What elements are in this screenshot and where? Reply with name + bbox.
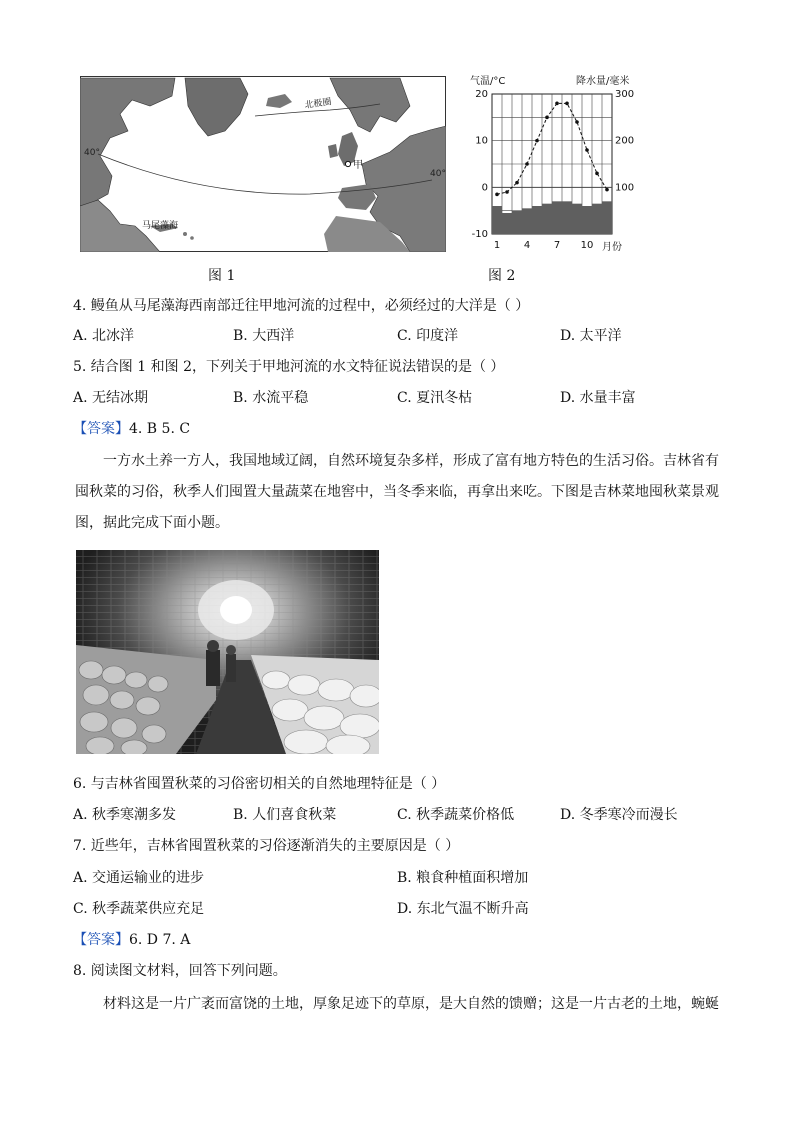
question-7-option-c: C. 秋季蔬菜供应充足	[73, 901, 205, 917]
chart-left-tick: 20	[475, 89, 488, 100]
cabbage-cellar-photo	[76, 550, 379, 754]
temperature-point	[605, 188, 609, 192]
passage-line-1: 一方水土养一方人，我国地域辽阔，自然环境复杂多样，形成了富有地方特色的生活习俗。吉林省有	[103, 453, 719, 469]
question-4-option-d: D. 太平洋	[560, 328, 622, 344]
question-7-option-a: A. 交通运输业的进步	[73, 870, 205, 886]
latitude-right-label: 40°	[430, 169, 446, 179]
figure-2-caption: 图 2	[488, 268, 516, 284]
chart-right-axis-title: 降水量/毫米	[576, 76, 630, 87]
temperature-point	[535, 139, 539, 143]
precip-bar	[552, 201, 562, 234]
question-5-option-b: B. 水流平稳	[233, 390, 309, 406]
precip-bar	[602, 201, 612, 234]
answer-block-2	[73, 931, 190, 949]
answer-text: 4. B 5. C	[129, 421, 191, 437]
chart-x-unit: 月份	[602, 242, 622, 253]
chart-left-tick: 10	[475, 135, 488, 147]
arctic-circle-label: 北极圈	[304, 97, 333, 111]
chart-x-tick: 7	[553, 240, 561, 251]
chart-x-tick: 4	[523, 240, 531, 251]
precip-bar	[502, 213, 512, 234]
question-5-option-c: C. 夏汛冬枯	[397, 390, 473, 406]
answer-label: 【答案】	[73, 421, 129, 437]
precip-bar	[582, 206, 592, 234]
place-jia-label: 甲	[353, 160, 363, 171]
passage-line-3: 图，据此完成下面小题。	[75, 515, 229, 531]
chart-right-tick: 300	[615, 89, 635, 100]
precip-bar	[512, 211, 522, 234]
question-5-option-d: D. 水量丰富	[560, 390, 636, 406]
chart-left-tick: -10	[471, 229, 488, 240]
question-5-option-a: A. 无结冰期	[73, 390, 149, 406]
question-7-stem: 7. 近些年，吉林省囤置秋菜的习俗逐渐消失的主要原因是（ ）	[73, 838, 460, 854]
question-5-stem: 5. 结合图 1 和图 2，下列关于甲地河流的水文特征说法错误的是（ ）	[73, 359, 505, 375]
passage-line-2: 囤秋菜的习俗，秋季人们囤置大量蔬菜在地窖中，当冬季来临，再拿出来吃。下图是吉林菜地囤秋菜景观	[75, 484, 719, 500]
question-7-option-b: B. 粮食种植面积增加	[397, 870, 529, 886]
temperature-point	[585, 148, 589, 152]
temperature-point	[505, 190, 509, 194]
figure-2-climate-chart	[464, 72, 640, 260]
temperature-point	[515, 181, 519, 185]
figure-1-caption: 图 1	[208, 268, 236, 284]
precip-bar	[562, 201, 572, 234]
question-8-material: 材料这是一片广袤而富饶的土地，厚象足迹下的草原，是大自然的馈赠；这是一片古老的土地，蜿蜒	[103, 996, 719, 1012]
question-6-option-b: B. 人们喜食秋菜	[233, 807, 337, 823]
chart-right-tick: 100	[615, 182, 635, 194]
precip-bar	[522, 208, 532, 234]
question-6-option-c: C. 秋季蔬菜价格低	[397, 807, 515, 823]
question-4-stem: 4. 鳗鱼从马尾藻海西南部迁往甲地河流的过程中，必须经过的大洋是（ ）	[73, 298, 530, 314]
chart-right-tick: 200	[615, 135, 635, 147]
precip-bar	[572, 204, 582, 234]
temperature-point	[565, 102, 569, 106]
figure-1-map	[80, 76, 446, 252]
temperature-point	[495, 193, 499, 197]
answer-block-1	[73, 420, 190, 438]
question-6-option-a: A. 秋季寒潮多发	[73, 807, 177, 823]
temperature-point	[525, 162, 529, 166]
temperature-point	[555, 102, 559, 106]
question-4-option-a: A. 北冰洋	[73, 328, 135, 344]
precip-bar	[532, 206, 542, 234]
question-7-option-d: D. 东北气温不断升高	[397, 901, 529, 917]
answer-label: 【答案】	[73, 932, 129, 948]
question-4-option-c: C. 印度洋	[397, 328, 459, 344]
question-6-stem: 6. 与吉林省囤置秋菜的习俗密切相关的自然地理特征是（ ）	[73, 776, 446, 792]
latitude-left-label: 40°	[84, 148, 100, 158]
precip-bar	[542, 204, 552, 234]
chart-left-tick: 0	[481, 182, 488, 194]
precip-bar	[592, 204, 602, 234]
chart-x-tick: 10	[580, 240, 594, 251]
answer-text: 6. D 7. A	[129, 932, 191, 948]
chart-left-axis-title: 气温/°C	[470, 76, 506, 87]
temperature-point	[575, 120, 579, 124]
temperature-point	[595, 172, 599, 176]
chart-x-tick: 1	[493, 240, 501, 251]
temperature-point	[545, 116, 549, 120]
question-6-option-d: D. 冬季寒冷而漫长	[560, 807, 678, 823]
question-4-option-b: B. 大西洋	[233, 328, 295, 344]
sargasso-sea-label: 马尾藻海	[142, 221, 179, 231]
precip-bar	[492, 206, 502, 234]
question-8-stem: 8. 阅读图文材料，回答下列问题。	[73, 963, 287, 979]
